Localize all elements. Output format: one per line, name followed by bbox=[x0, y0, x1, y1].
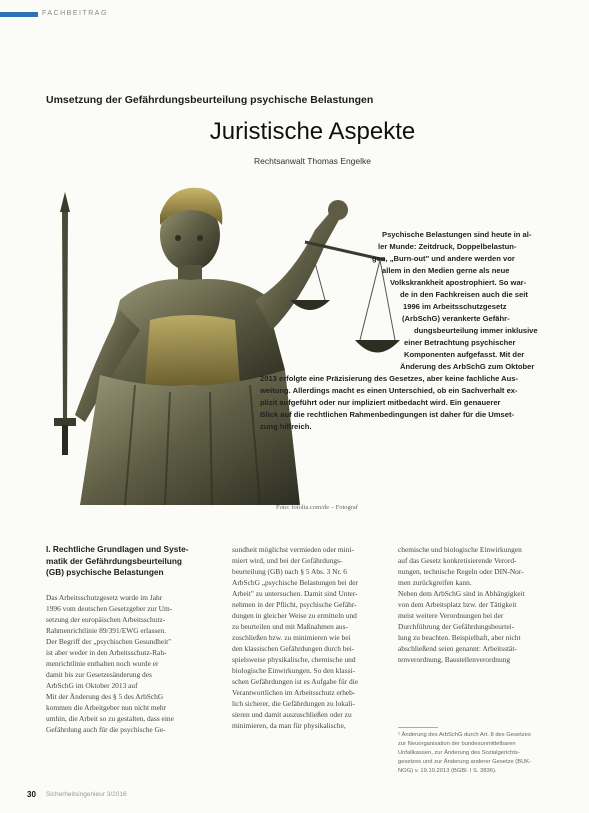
body-line: von dem Arbeitsplatz bzw. der Tätigkeit bbox=[398, 600, 517, 609]
intro-line: Psychische Belastungen sind heute in al- bbox=[382, 230, 532, 239]
body-line: abschließend seien genannt: Arbeitsstät- bbox=[398, 644, 517, 653]
section-heading bbox=[46, 544, 216, 579]
body-line: biologische Einwirkungen. So den klassi- bbox=[232, 666, 355, 675]
body-line: miert wird, und bei der Gefährdungs- bbox=[232, 556, 343, 565]
body-line: setzung der europäischen Arbeitsschutz- bbox=[46, 615, 166, 624]
body-line: sieren und damit auszuschließen oder zu bbox=[232, 710, 352, 719]
statue-raised-arm bbox=[255, 210, 340, 330]
footnote-line: ¹ Änderung des ArbSchG durch Art. 8 des Gesetzes bbox=[398, 732, 531, 738]
body-line: kommen die Arbeitgeber nun nicht mehr bbox=[46, 703, 167, 712]
intro-line: 1996 im Arbeitsschutzgesetz bbox=[403, 302, 507, 311]
intro-line: einer Betrachtung psychischer bbox=[404, 338, 516, 347]
body-line: den klassischen Gefährdungen durch bei- bbox=[232, 644, 355, 653]
body-line: schen Gefährdungen ist es Aufgabe für die bbox=[232, 677, 359, 686]
body-line: Der Begriff der „psychischen Gesundheit" bbox=[46, 637, 172, 646]
intro-line: Volkskrankheit apostrophiert. So war- bbox=[390, 278, 527, 287]
body-line: Das Arbeitsschutzgesetz wurde im Jahr bbox=[46, 593, 163, 602]
justitia-statue-image bbox=[40, 170, 410, 510]
article-subtitle: Umsetzung der Gefährdungsbeurteilung psychische Belastungen bbox=[46, 94, 374, 106]
footnote-line: zur Neuorganisation der bundesunmittelbaren bbox=[398, 741, 516, 747]
body-line: Gefährdung auch für die psychische Ge- bbox=[46, 725, 166, 734]
intro-line: dungsbeurteilung immer inklusive bbox=[414, 326, 538, 335]
article-author: Rechtsanwalt Thomas Engelke bbox=[253, 156, 372, 166]
publication-name: Sicherheitsingenieur 3/2016 bbox=[46, 791, 127, 798]
intro-line: weitung. Allerdings macht es einen Unterschied, ob ein Sachverhalt ex- bbox=[260, 386, 518, 395]
body-line: spielsweise physikalische, chemische und bbox=[232, 655, 356, 664]
section-accent-bar bbox=[0, 12, 38, 17]
body-line: ist aber weder in den Arbeitsschutz-Rah- bbox=[46, 648, 167, 657]
body-line: dungen in gleicher Weise zu ermitteln und bbox=[232, 611, 357, 620]
body-line: menrichtlinie enthalten noch wurde er bbox=[46, 659, 159, 668]
intro-line: 2013 erfolgte eine Präzisierung des Gesetzes, aber keine fachliche Aus- bbox=[260, 374, 519, 383]
sword-blade bbox=[62, 210, 68, 420]
body-line: Verantwortlichen im Arbeitsschutz erheb- bbox=[232, 688, 356, 697]
body-line: men zurückgreifen kann. bbox=[398, 578, 472, 587]
scale-pan-right bbox=[355, 340, 400, 353]
body-line: auf das Gesetz konkretisierende Verord- bbox=[398, 556, 517, 565]
body-line: zu beurteilen und mit Maßnahmen aus- bbox=[232, 622, 348, 631]
body-line: meist weitere Verordnungen bei der bbox=[398, 611, 504, 620]
intro-line: gen, „Burn-out" und andere werden vor bbox=[372, 254, 515, 263]
body-line: lich sicherer, die Gefährdungen zu lokali- bbox=[232, 699, 355, 708]
intro-line: Blick auf die rechtlichen Rahmenbedingungen ist daher für die Umset- bbox=[260, 410, 515, 419]
intro-line: zung hilfreich. bbox=[260, 422, 312, 431]
body-line: sundheit möglichst vermieden oder mini- bbox=[232, 545, 354, 554]
article-title: Juristische Aspekte bbox=[209, 118, 416, 145]
body-line: chemische und biologische Einwirkungen bbox=[398, 545, 522, 554]
body-line: tenverordnung, Baustellenverordnung bbox=[398, 655, 511, 664]
page-number: 30 bbox=[27, 790, 36, 799]
scale-pan-left bbox=[290, 300, 330, 310]
body-line: minimieren, da man für physikalische, bbox=[232, 721, 346, 730]
body-line: Neben dem ArbSchG sind in Abhängigkeit bbox=[398, 589, 525, 598]
body-line: beurteilung (GB) nach § 5 Abs. 3 Nr. 6 bbox=[232, 567, 347, 576]
footnote-line: NOG) v. 19.10.2013 (BGBl. I S. 3836). bbox=[398, 768, 497, 774]
body-line: nungen, technische Regeln oder DIN-Nor- bbox=[398, 567, 524, 576]
footnote-line: gesetzes und zur Änderung anderer Gesetze (BUK- bbox=[398, 759, 532, 765]
image-caption: Foto: fotolia.com/de – Fotograf bbox=[276, 504, 358, 511]
body-line: zuschließen bzw. zu minimieren wie bei bbox=[232, 633, 351, 642]
body-line: umhin, die Arbeit so zu gestalten, dass eine bbox=[46, 714, 174, 723]
section-heading-text: I. Rechtliche Grundlagen und Syste- matik der Gefährdungsbeurteilung (GB) psychische Belastungen bbox=[46, 544, 189, 577]
body-line: Durchführung der Gefährdungsbeurtei- bbox=[398, 622, 515, 631]
body-line: damit bis zur Gesetzesänderung des bbox=[46, 670, 152, 679]
body-line: ArbSchG „psychische Belastungen bei der bbox=[232, 578, 359, 587]
body-line: Mit der Änderung des § 5 des ArbSchG bbox=[46, 692, 164, 701]
body-line: ArbSchG im Oktober 2013 auf bbox=[46, 681, 138, 690]
body-line: Rahmenrichtlinie 89/391/EWG erlassen. bbox=[46, 626, 167, 635]
footnote-divider bbox=[398, 727, 438, 728]
intro-line: plizit aufgeführt oder nur impliziert mitbedacht wird. Ein genauerer bbox=[260, 398, 501, 407]
body-line: Arbeit" zu untersuchen. Damit sind Unter- bbox=[232, 589, 358, 598]
intro-line: de in den Fachkreisen auch die seit bbox=[400, 290, 528, 299]
body-line: lung zu beachten. Beispielhaft, aber nicht bbox=[398, 633, 521, 642]
intro-line: allem in den Medien gerne als neue bbox=[382, 266, 510, 275]
section-label: FACHBEITRAG bbox=[42, 10, 108, 17]
intro-line: ler Munde: Zeitdruck, Doppelbelastun- bbox=[378, 242, 517, 251]
intro-line: Komponenten aufgefasst. Mit der bbox=[404, 350, 525, 359]
body-line: 1996 vom deutschen Gesetzgeber zur Um- bbox=[46, 604, 173, 613]
intro-line: Änderung des ArbSchG zum Oktober bbox=[400, 362, 535, 371]
footnote-line: Unfallkassen, zur Änderung des Sozialgerichts- bbox=[398, 750, 520, 756]
body-line: nehmen in der Pflicht, psychische Gefähr- bbox=[232, 600, 357, 609]
intro-line: (ArbSchG) verankerte Gefähr- bbox=[402, 314, 510, 323]
